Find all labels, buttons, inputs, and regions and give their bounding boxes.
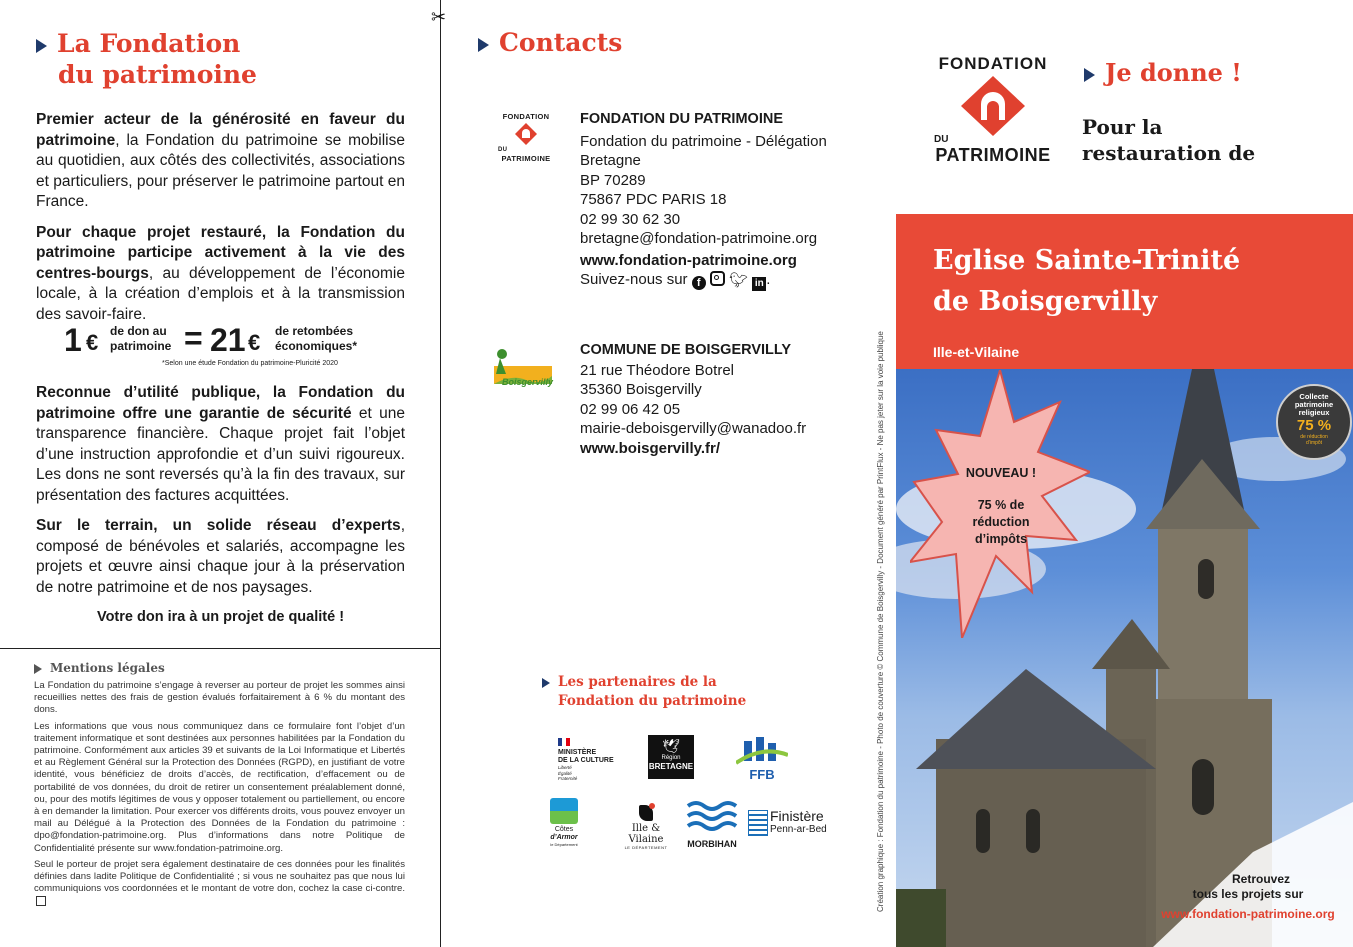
finistere-flag-icon (748, 810, 768, 836)
bullet-triangle-icon (36, 39, 47, 53)
legal-section: Mentions légales La Fondation du patrimoine s’engage à reverser au porteur de projet les sommes ainsi recueillies nettes des frais de gestion évalués forfaitairement à 6 % du montant des dons. Les informations que vous nous communiquez dans ce formulaire font l’objet d’un traitement informatique et sont destinées aux personnes habilitées par la Fondation du patrimoine. Conformément aux articles 39 et suivants de la Loi Informatique et Libertés et au Règlement Général sur la Protection des Données (RGPD), en justifiant de votre identité, vous bénéficiez de droits d’accès, de rectification, d’effacement ou de portabilité de vos données, du droit de retirer un consentement préalablement donné, ou, pour des motifs légitimes de vous y opposer totalement ou partiellement, ou encore à en demander la limitation. Pour exercer vos différents droits, vous pouvez envoyer un mail au Délégué à la Protection des Données de la Fondation du patrimoine : dpo@fondation-patrimoine.org. Plus d’informations dans notre Politique de Confidentialité présente sur www.fondation-patrimoine.org. Seul le porteur de projet sera également destinataire de ces données pour les finalités définies dans ladite Politique de Confidentialité ; si vous ne souhaitez pas que nous lui communiquions vos coordonnées et le montant de votre don, cochez la case ci-contre. (34, 661, 405, 912)
flag-icon (558, 738, 570, 746)
fdp-small-logo: FONDATION DU PATRIMOINE (498, 112, 551, 163)
commune-logo: Boisgervilly (492, 348, 554, 394)
tax-badge: Collecte patrimoine religieux 75 % de réduction d’impôt (1276, 384, 1352, 460)
fdp-main-diamond-icon (958, 74, 1028, 138)
commune-logo-graphic (492, 348, 554, 394)
church-photo (896, 369, 1353, 947)
consent-checkbox[interactable] (36, 896, 46, 906)
partner-ffb-logo: FFB (736, 737, 788, 779)
linkedin-icon[interactable]: in (752, 277, 766, 291)
scissors-icon: ✂ (431, 7, 447, 27)
retrouvez-text: Retrouvez tous les projets sur www.fondation-patrimoine.org (1148, 872, 1348, 922)
eq-right-value: 21 (210, 322, 246, 358)
project-banner (896, 214, 1353, 369)
contacts-title: Contacts (478, 28, 622, 57)
social-row: Suivez-nous sur f 🐦︎ in . (580, 271, 771, 289)
instagram-icon[interactable] (710, 271, 725, 286)
partner-finistere-logo: Finistère Penn-ar-Bed (748, 808, 828, 842)
contact-commune: COMMUNE DE BOISGERVILLY 21 rue Théodore Botrel 35360 Boisgervilly 02 99 06 42 05 mairie-deboisgervilly@wanadoo.fr www.boisgervilly.fr/ (580, 341, 838, 458)
fold-line-vertical (440, 0, 441, 947)
left-body: Premier acteur de la générosité en faveur du patrimoine, la Fondation du patrimoine se mobilise au quotidien, aux côtés des collectivités, associations et particuliers, pour préserver le patrimoine partout en France. Pour chaque projet restauré, la Fondation du patrimoine participe activement à la vie des centres-bourgs, au développement de l’économie locale, à la création d’emplois et à la transmission des savoir-faire. (36, 111, 405, 323)
commune-email-link[interactable]: mairie-deboisgervilly@wanadoo.fr (580, 420, 807, 437)
partner-ministere-logo: MINISTÈRE DE LA CULTURE Liberté Égalité Fraternité (558, 738, 620, 778)
email-link[interactable]: bretagne@fondation-patrimoine.org (580, 230, 818, 247)
facebook-icon[interactable]: f (692, 276, 706, 290)
eq-left-value: 1 (64, 322, 82, 358)
partner-ille-vilaine-logo: Ille & Vilaine LE DÉPARTEMENT (614, 805, 678, 847)
closing-line: Votre don ira à un projet de qualité ! (96, 609, 345, 625)
je-donne-title: Je donne ! (1084, 58, 1242, 87)
project-region: Ille-et-Vilaine (933, 344, 1020, 360)
retrouvez-link[interactable]: www.fondation-patrimoine.org (1161, 907, 1335, 921)
partners-title: Les partenaires de la Fondation du patrimoine (542, 673, 746, 711)
partner-cotes-armor-logo: Côtes d’Armor le Département (548, 798, 580, 850)
left-title: La Fondation du patrimoine (36, 28, 257, 90)
partner-region-logo: 🕊︎ Région BRETAGNE (648, 735, 694, 779)
legal-title: Mentions légales (34, 661, 405, 675)
fdp-diamond-icon (514, 122, 538, 146)
website-link[interactable]: www.fondation-patrimoine.org (580, 251, 797, 269)
commune-website-link[interactable]: www.boisgervilly.fr/ (580, 439, 721, 457)
donation-equation: 1 € de don au patrimoine = 21 € de retombées économiques* *Selon une étude Fondation du patrimoine-Pluricité 2020 (64, 320, 358, 367)
ille-mark-icon (639, 805, 653, 821)
project-title: Eglise Sainte-Trinité de Boisgervilly (933, 245, 1241, 317)
cotes-shape-icon (550, 798, 578, 824)
contact-fdp: FONDATION DU PATRIMOINE Fondation du patrimoine - Délégation Bretagne BP 70289 75867 PDC PARIS 18 02 99 30 62 30 bretagne@fondation-patrimoine.org www.fondation-patrimoine.org Suivez-nous sur f 🐦︎ in . (580, 110, 835, 291)
bullet-triangle-icon (1084, 68, 1095, 82)
twitter-icon[interactable]: 🐦︎ (729, 272, 749, 289)
bullet-triangle-icon (478, 38, 489, 52)
partner-morbihan-logo: MORBIHAN (684, 800, 740, 848)
pour-la-restauration: Pour la restauration de (1082, 115, 1256, 165)
vertical-credit: Création graphique : Fondation du patrimoine - Photo de couverture © Commune de Boisgervilly - Document généré par PrintFlux - Ne pas jeter sur la voie publique (876, 331, 885, 912)
fdp-main-logo: FONDATION DU PATRIMOINE (934, 54, 1051, 165)
ffb-graphic (736, 737, 788, 765)
morbihan-waves-icon (686, 800, 738, 834)
starburst-text: NOUVEAU ! 75 % de réduction d’impôts (965, 466, 1037, 546)
left-body-2: Reconnue d’utilité publique, la Fondation du patrimoine offre une garantie de sécurité et une transparence financière. Chaque projet fait l’objet d’une instruction approfondie et d’un suivi rigoureux. Les dons ne sont reversés qu’à la fin des travaux, sur présentation des factures acquittées. Sur le terrain, un solide réseau d’experts, composé de bénévoles et salariés, accompagne les projets et œuvre ainsi chaque jour à la préservation de notre patrimoine et de nos paysages. Votre don ira à un projet de qualité ! (36, 383, 405, 638)
bird-icon: 🕊︎ (662, 738, 680, 754)
fold-line-horizontal (0, 648, 441, 649)
